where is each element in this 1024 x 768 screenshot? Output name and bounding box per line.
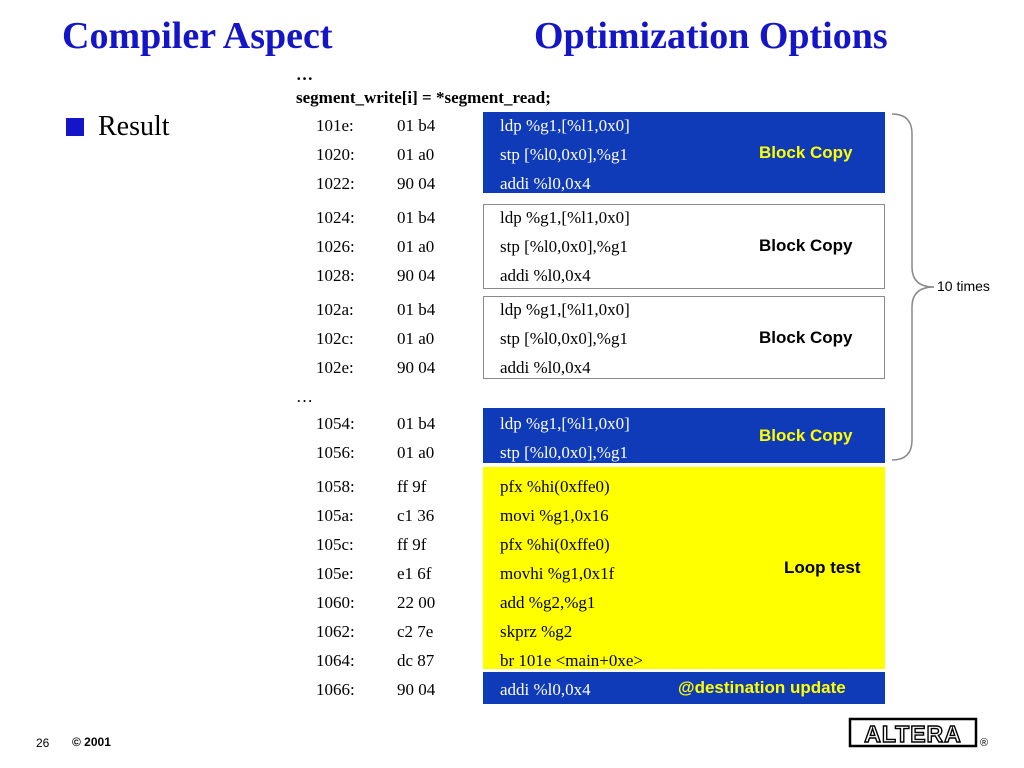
code-address: 1024:: [316, 208, 355, 227]
code-instruction: br 101e <main+0xe>: [500, 651, 644, 670]
block-copy-label-2: Block Copy: [759, 236, 853, 255]
source-statement: segment_write[i] = *segment_read;: [296, 88, 551, 107]
code-hex: 01 a0: [397, 237, 435, 256]
block-copy-label-4: Block Copy: [759, 426, 853, 445]
code-hex: 01 b4: [397, 414, 436, 433]
code-address: 105e:: [316, 564, 354, 583]
code-hex: 90 04: [397, 358, 436, 377]
code-instruction: ldp %g1,[%l1,0x0]: [500, 116, 630, 135]
bullet-result: [66, 111, 170, 143]
code-address: 1062:: [316, 622, 355, 641]
copyright: © 2001: [72, 735, 111, 749]
code-hex: 01 a0: [397, 329, 435, 348]
code-instruction: stp [%l0,0x0],%g1: [500, 443, 628, 462]
code-instruction: addi %l0,0x4: [500, 174, 591, 193]
title-optimization-options: Optimization Options: [534, 15, 888, 57]
code-hex: 01 b4: [397, 208, 436, 227]
ellipsis-top: …: [296, 65, 313, 84]
code-hex: c1 36: [397, 506, 435, 525]
code-instruction: movi %g1,0x16: [500, 506, 609, 525]
code-address: 1054:: [316, 414, 355, 433]
code-address: 102c:: [316, 329, 354, 348]
code-address: 1060:: [316, 593, 355, 612]
code-hex: 01 a0: [397, 443, 435, 462]
registered-mark: ®: [980, 737, 989, 749]
code-instruction: add %g2,%g1: [500, 593, 596, 612]
code-hex: e1 6f: [397, 564, 432, 583]
code-address: 1066:: [316, 680, 355, 699]
code-instruction: stp [%l0,0x0],%g1: [500, 237, 628, 256]
code-instruction: stp [%l0,0x0],%g1: [500, 329, 628, 348]
altera-logo: [848, 716, 990, 750]
code-address: 101e:: [316, 116, 354, 135]
code-address: 105a:: [316, 506, 354, 525]
code-address: 1064:: [316, 651, 355, 670]
code-hex: 90 04: [397, 266, 436, 285]
code-instruction: ldp %g1,[%l1,0x0]: [500, 300, 630, 319]
repeat-count-label: 10 times: [937, 278, 990, 294]
code-instruction: addi %l0,0x4: [500, 680, 591, 699]
code-instruction: ldp %g1,[%l1,0x0]: [500, 208, 630, 227]
destination-update-label: @destination update: [678, 678, 846, 697]
code-hex: 01 b4: [397, 300, 436, 319]
code-instruction: movhi %g1,0x1f: [500, 564, 615, 583]
code-address: 102e:: [316, 358, 354, 377]
code-address: 1058:: [316, 477, 355, 496]
code-hex: ff 9f: [397, 477, 427, 496]
code-hex: 22 00: [397, 593, 436, 612]
code-hex: dc 87: [397, 651, 435, 670]
code-hex: 01 a0: [397, 145, 435, 164]
code-hex: ff 9f: [397, 535, 427, 554]
code-instruction: stp [%l0,0x0],%g1: [500, 145, 628, 164]
code-address: 105c:: [316, 535, 354, 554]
code-instruction: addi %l0,0x4: [500, 266, 591, 285]
block-copy-label-1: Block Copy: [759, 143, 853, 162]
title-compiler-aspect: Compiler Aspect: [62, 15, 333, 57]
code-address: 102a:: [316, 300, 354, 319]
code-hex: 90 04: [397, 680, 436, 699]
code-instruction: pfx %hi(0xffe0): [500, 535, 610, 554]
code-address: 1020:: [316, 145, 355, 164]
loop-test-label: Loop test: [784, 558, 861, 577]
code-instruction: addi %l0,0x4: [500, 358, 591, 377]
code-address: 1028:: [316, 266, 355, 285]
code-instruction: skprz %g2: [500, 622, 573, 641]
block-copy-label-3: Block Copy: [759, 328, 853, 347]
page-number: 26: [36, 736, 50, 750]
code-hex: 01 b4: [397, 116, 436, 135]
code-instruction: pfx %hi(0xffe0): [500, 477, 610, 496]
altera-logo-text: ALTERA: [864, 721, 962, 747]
brace-icon: [890, 112, 936, 462]
code-address: 1056:: [316, 443, 355, 462]
code-instruction: ldp %g1,[%l1,0x0]: [500, 414, 630, 433]
bullet-square-icon: [66, 118, 84, 136]
code-address: 1026:: [316, 237, 355, 256]
code-hex: 90 04: [397, 174, 436, 193]
bullet-text: Result: [98, 111, 170, 142]
code-hex: c2 7e: [397, 622, 434, 641]
code-address: 1022:: [316, 174, 355, 193]
ellipsis-mid: …: [296, 387, 313, 406]
